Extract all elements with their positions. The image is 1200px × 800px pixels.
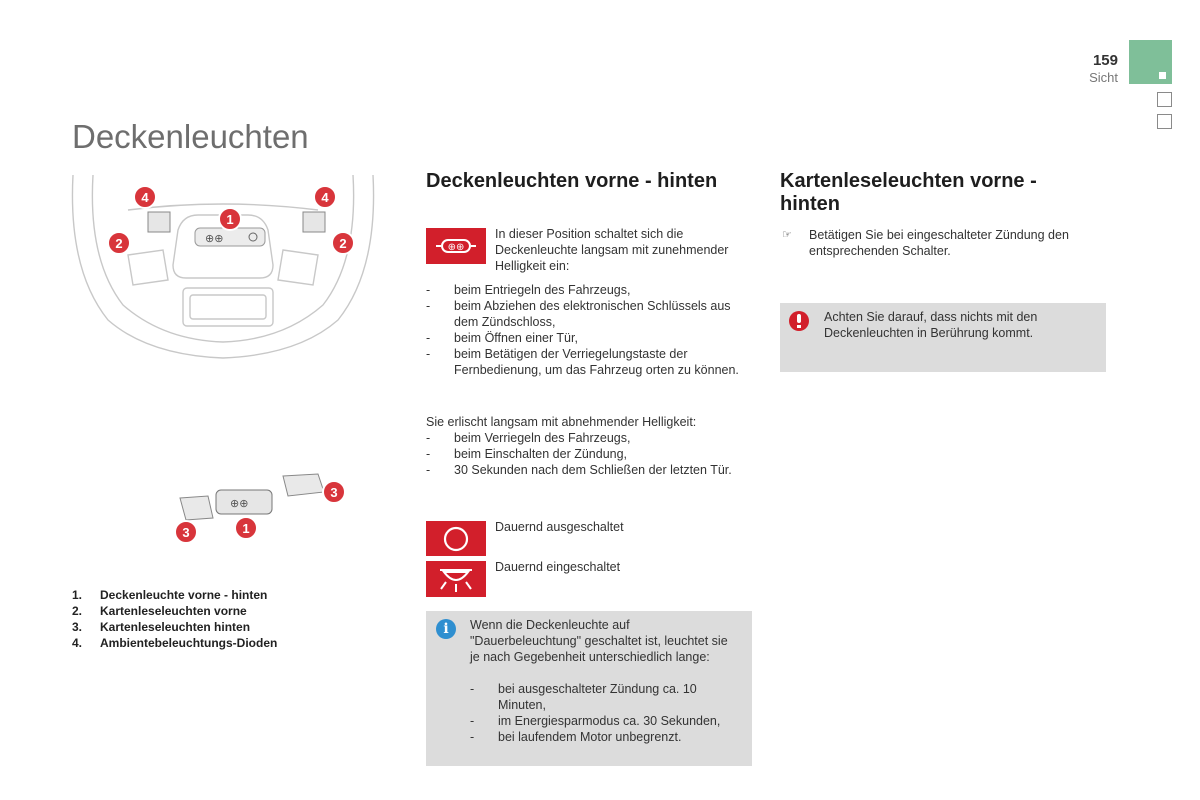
warning-icon: [789, 311, 809, 331]
list-item: - 30 Sekunden nach dem Schließen der letzten Tür.: [426, 462, 746, 478]
svg-text:⊕⊕: ⊕⊕: [205, 233, 224, 245]
mode-on-label: Dauernd eingeschaltet: [495, 560, 621, 574]
list-item: - beim Betätigen der Verriegelungstaste der Fernbedienung, um das Fahrzeug orten zu können.: [426, 346, 746, 378]
legend-item: 1. Deckenleuchte vorne - hinten: [72, 588, 268, 602]
callout-badge-3-right: [323, 481, 345, 503]
info-icon: i: [436, 619, 456, 639]
callout-badge-1: [219, 208, 241, 230]
page-number: 159: [1092, 52, 1118, 69]
legend-item: 2. Kartenleseleuchten vorne: [72, 604, 247, 618]
door-mode-icon: [426, 228, 486, 264]
list-item: - beim Öffnen einer Tür,: [426, 330, 746, 346]
ring-off-icon: [426, 521, 486, 556]
front-intro-text: In dieser Position schaltet sich die Deckenleuchte langsam mit zunehmender Helligkeit ein:: [495, 227, 729, 273]
svg-text:3: 3: [330, 485, 338, 500]
map-step-text: Betätigen Sie bei eingeschalteter Zündung den entsprechenden Schalter.: [809, 228, 1069, 258]
section-heading-map: Kartenleseleuchten vorne - hinten: [780, 170, 1037, 215]
off-conditions-list: [426, 430, 746, 478]
svg-text:⊕⊕: ⊕⊕: [230, 498, 249, 510]
legend-item: 3. Kartenleseleuchten hinten: [72, 620, 251, 634]
list-item: - bei ausgeschalteter Zündung ca. 10 Minuten,: [470, 681, 745, 713]
list-item: - beim Entriegeln des Fahrzeugs,: [426, 282, 746, 298]
tab-marker-icon: [1159, 72, 1166, 79]
callout-badge-4-right: [314, 186, 336, 208]
info-note: [426, 611, 752, 766]
callout-badge-2-left: [108, 232, 130, 254]
chapter-label: Sicht: [1089, 70, 1118, 85]
chapter-tab: [1129, 40, 1172, 84]
svg-text:3: 3: [182, 525, 190, 540]
callout-badge-3-left: [175, 521, 197, 543]
callout-badge-1-rear: [235, 517, 257, 539]
front-callouts: [105, 183, 365, 263]
info-text: Wenn die Deckenleuchte auf "Dauerbeleuchtung" geschaltet ist, leuchtet sie je nach Gegebenheit unterschiedlich lange:: [470, 618, 728, 664]
mode-off-label: Dauernd ausgeschaltet: [495, 520, 624, 534]
list-item: - im Energiesparmodus ca. 30 Sekunden,: [470, 713, 745, 729]
lamp-on-icon: [426, 561, 486, 597]
page-title: Deckenleuchten: [72, 118, 309, 155]
step-pointer-icon: ☞: [782, 229, 792, 241]
svg-text:⊕⊕: ⊕⊕: [447, 242, 465, 253]
legend-item: 4. Ambientebeleuchtungs-Dioden: [72, 636, 278, 650]
list-item: - beim Verriegeln des Fahrzeugs,: [426, 430, 746, 446]
svg-text:1: 1: [242, 521, 250, 536]
warning-note: [780, 303, 1106, 372]
list-item: - beim Einschalten der Zündung,: [426, 446, 746, 462]
warning-text: Achten Sie darauf, dass nichts mit den Deckenleuchten in Berührung kommt.: [824, 310, 1038, 340]
svg-text:2: 2: [115, 236, 123, 251]
list-item: - bei laufendem Motor unbegrenzt.: [470, 729, 745, 745]
legend-list: [72, 587, 277, 651]
svg-text:4: 4: [141, 190, 149, 205]
tab-checkbox-icon: [1157, 92, 1172, 107]
svg-text:4: 4: [321, 190, 329, 205]
on-conditions-list: [426, 282, 746, 378]
callout-badge-2-right: [332, 232, 354, 254]
info-list: [470, 681, 745, 745]
svg-text:2: 2: [339, 236, 347, 251]
off-intro-text: Sie erlischt langsam mit abnehmender Helligkeit:: [426, 415, 697, 429]
svg-text:1: 1: [226, 212, 234, 227]
section-heading-front: Deckenleuchten vorne - hinten: [426, 170, 718, 192]
rear-console-illustration: [168, 468, 358, 550]
tab-checkbox-icon: [1157, 114, 1172, 129]
callout-badge-4-left: [134, 186, 156, 208]
list-item: - beim Abziehen des elektronischen Schlüssels aus dem Zündschloss,: [426, 298, 746, 330]
